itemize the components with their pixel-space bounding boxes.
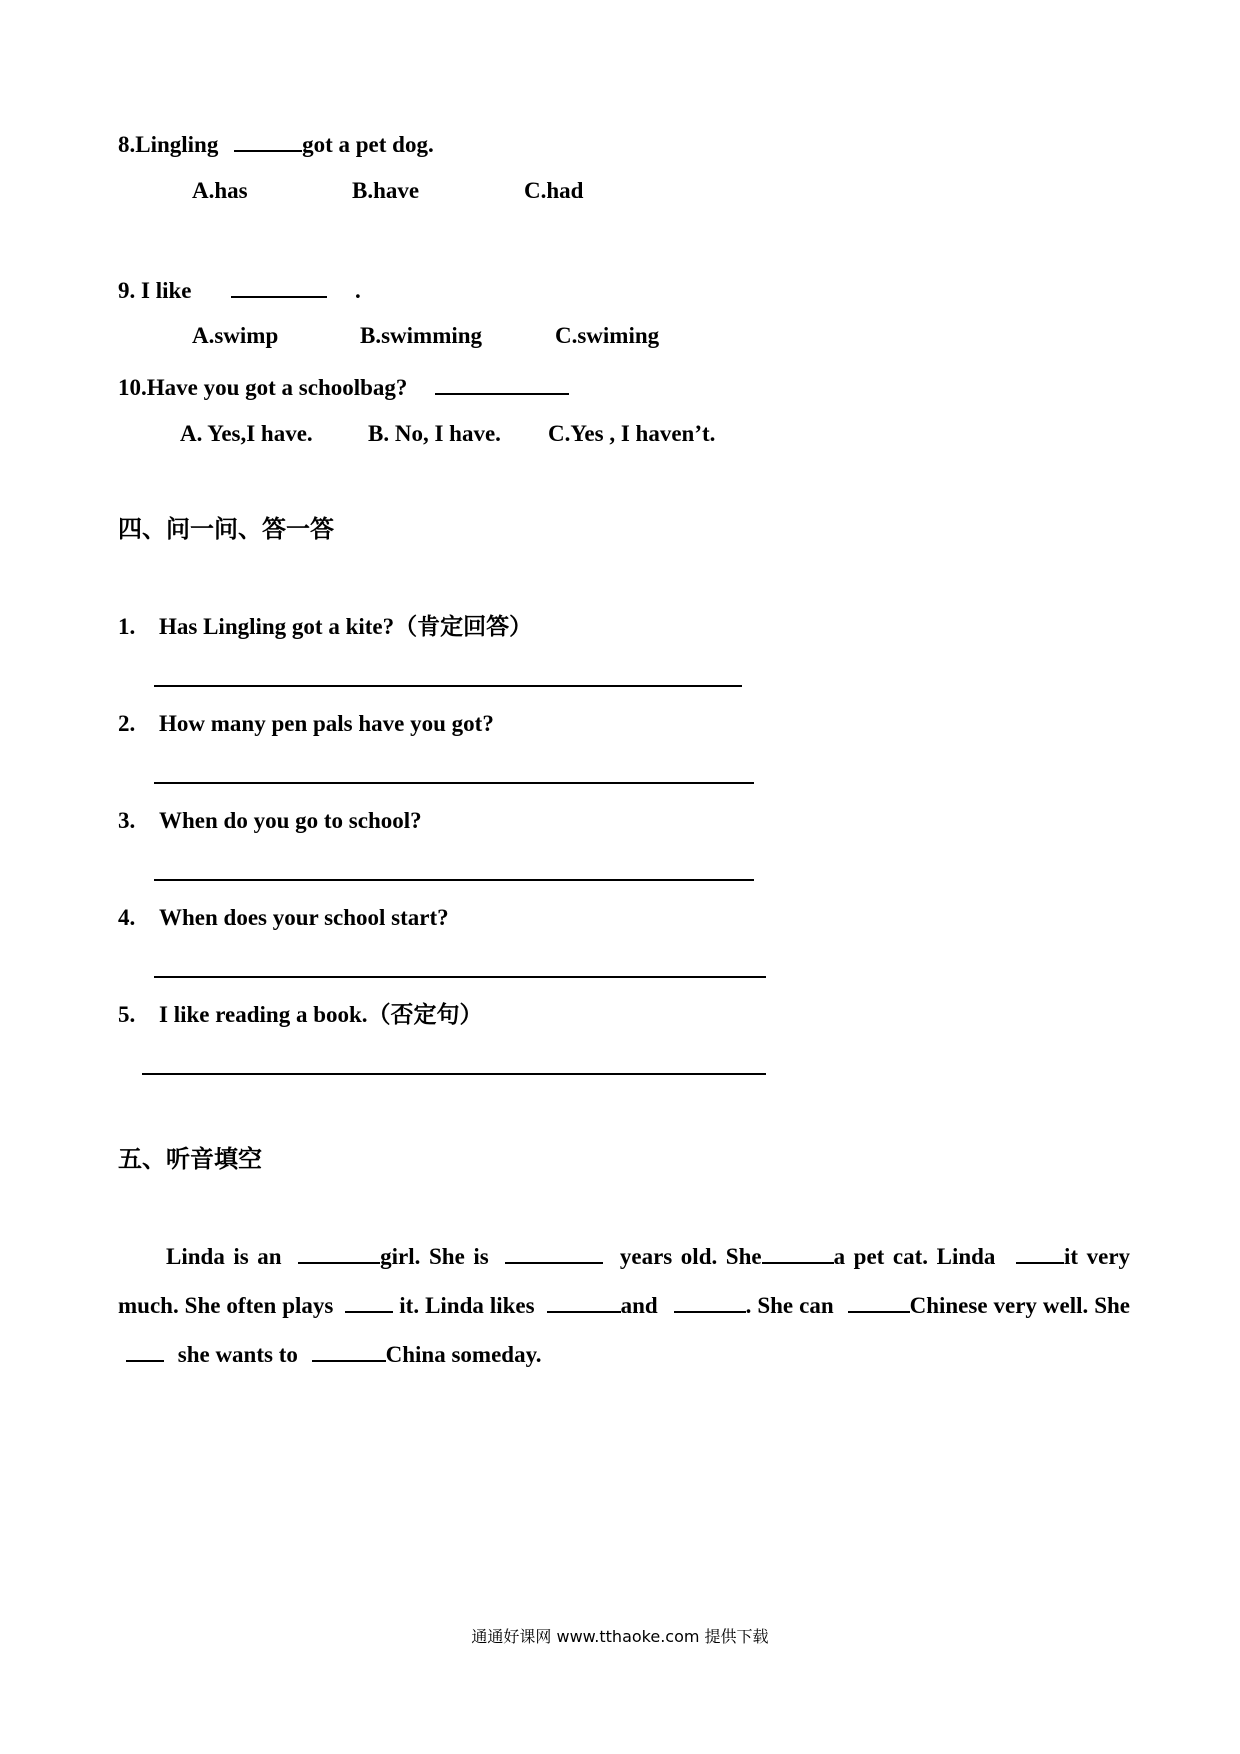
passage-blank-6[interactable] [547,1289,621,1313]
question-10-blank[interactable] [435,371,569,395]
question-8-stem [118,128,434,159]
sec4-question-1-number: 1. [118,614,136,639]
sec4-answer-line-4[interactable] [154,976,766,978]
sec4-question-3-text: When do you go to school? [159,808,422,833]
sec4-question-1-text: Has Lingling got a kite?（肯定回答） [159,614,533,639]
sec4-question-3-number: 3. [118,808,136,833]
question-8-suffix: got a pet dog. [302,132,434,157]
sec4-answer-line-2[interactable] [154,782,754,784]
passage-segment-7: and [620,1293,658,1318]
sec4-answer-line-3[interactable] [154,879,754,881]
question-9-option-c: C.swiming [555,323,660,348]
question-10-prefix: 10.Have you got a schoolbag? [118,375,408,400]
passage-blank-5[interactable] [345,1289,393,1313]
question-9-suffix: . [354,278,361,303]
sec4-question-2-number: 2. [118,711,136,736]
sec4-question-1 [118,613,532,641]
question-8-prefix: 8.Lingling [118,132,219,157]
question-9-prefix: 9. I like [118,278,192,303]
question-8-option-a: A.has [192,178,248,203]
question-10-stem [118,371,569,402]
sec4-question-2-text: How many pen pals have you got? [159,711,494,736]
section-4-heading: 四、问一问、答一答 [118,517,334,543]
sec4-answer-line-5[interactable] [142,1073,766,1075]
section-5-heading: 五、听音填空 [118,1147,262,1173]
question-10-option-b: B. No, I have. [368,421,501,446]
sec4-question-5-number: 5. [118,1002,136,1027]
cloze-passage [118,1232,1130,1379]
sec4-question-5 [118,1001,483,1029]
passage-blank-9[interactable] [126,1338,164,1362]
passage-blank-10[interactable] [312,1338,386,1362]
passage-segment-4: a pet cat. Linda [833,1244,996,1269]
passage-segment-6: it. Linda likes [399,1293,535,1318]
passage-segment-1: Linda is an [166,1244,282,1269]
sec4-question-5-text: I like reading a book.（否定句） [159,1002,483,1027]
sec4-question-2 [118,710,494,738]
passage-segment-10: she wants to [177,1342,298,1367]
passage-segment-3: years old. She [619,1244,762,1269]
question-9-option-b: B.swimming [360,323,483,348]
question-9-stem [118,274,361,305]
question-10-option-a: A. Yes,I have. [180,421,313,446]
passage-blank-1[interactable] [298,1240,380,1264]
question-10-option-c: C.Yes , I haven’t. [548,421,716,446]
sec4-question-3 [118,807,422,835]
question-8-option-c: C.had [524,178,584,203]
sec4-question-4 [118,904,449,932]
question-8-option-b: B.have [352,178,420,203]
question-9-option-a: A.swimp [192,323,279,348]
footer-source-note: 通通好课网 www.tthaoke.com 提供下载 [471,1627,769,1646]
passage-blank-3[interactable] [762,1240,834,1264]
passage-blank-2[interactable] [505,1240,603,1264]
sec4-question-4-text: When does your school start? [159,905,449,930]
passage-segment-8: . She can [745,1293,834,1318]
question-9-blank[interactable] [231,274,327,298]
passage-blank-4[interactable] [1016,1240,1064,1264]
question-8-blank[interactable] [234,128,302,152]
passage-segment-9: Chinese very well. She [909,1293,1130,1318]
passage-segment-5: it very much. She often plays [118,1244,1131,1318]
passage-segment-11: China someday. [385,1342,542,1367]
sec4-answer-line-1[interactable] [154,685,742,687]
passage-segment-2: girl. She is [380,1244,489,1269]
sec4-question-4-number: 4. [118,905,136,930]
passage-blank-7[interactable] [674,1289,746,1313]
passage-blank-8[interactable] [848,1289,910,1313]
